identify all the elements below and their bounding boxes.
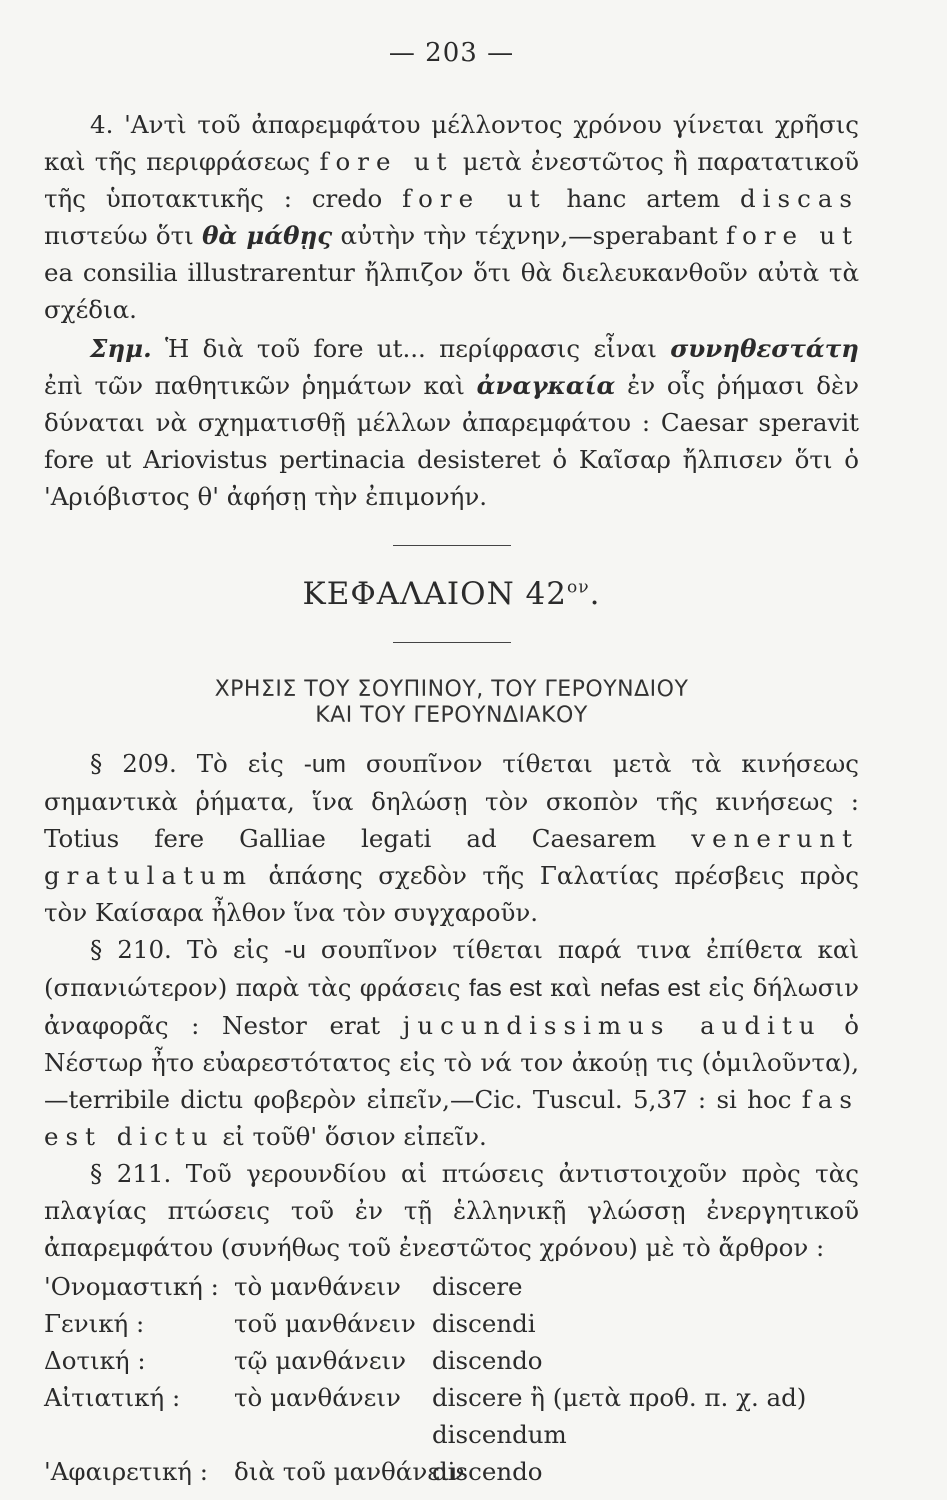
- greek-form: τὸ μανθάνειν: [234, 1272, 401, 1301]
- latin-form: discendo: [432, 1457, 543, 1486]
- section-209: § 209. Τὸ εἰς -um σουπῖνον τίθεται μετὰ τὰ κινήσεως σημαντικὰ ῥήματα, ἵνα δηλώσῃ τὸν σκοπὸν τῆς κινήσεως : Totius fere Galliae legati ad Caesarem venerunt gratulatum ἁπάσης σχεδὸν τῆς Γαλατίας πρέσβεις πρὸς τὸν Καίσαρα ἦλθον ἵνα τὸν συγχαροῦν.: [44, 749, 859, 927]
- chapter-heading: ΚΕΦΑΛΑΙΟΝ $42^{o\nu}$.: [302, 576, 601, 612]
- gerund-declension-table: [44, 1268, 859, 1490]
- latin-form: discendum: [432, 1420, 567, 1449]
- greek-form: διὰ τοῦ μανθάνειν: [234, 1457, 465, 1486]
- greek-form: [234, 1416, 432, 1453]
- case-label: Γενική :: [44, 1309, 145, 1338]
- book-page: [44, 30, 859, 1490]
- latin-form: discendi: [432, 1309, 536, 1338]
- paragraph-4: 4. 'Αντὶ τοῦ ἀπαρεμφάτου μέλλοντος χρόνου γίνεται χρῆσις καὶ τῆς περιφράσεως fore ut μετὰ ἐνεστῶτος ἢ παρατατικοῦ τῆς ὑποτακτικῆς : credo fore ut hanc artem discas πιστεύω ὅτι θὰ μάθῃς αὐτὴν τὴν τέχνην,—sperabant fore ut ea consilia illustrarentur ἤλπιζον ὅτι θὰ διελευκανθοῦν αὐτὰ τὰ σχέδια.: [44, 110, 860, 324]
- divider-bottom: [393, 642, 511, 643]
- greek-form: τῷ μανθάνειν: [234, 1346, 407, 1375]
- case-label: Αἰτιατική :: [44, 1383, 181, 1412]
- case-label: Δοτική :: [44, 1346, 146, 1375]
- greek-form: τὸ μανθάνειν: [234, 1383, 401, 1412]
- greek-form: τοῦ μανθάνειν: [234, 1309, 416, 1338]
- section-210: § 210. Τὸ εἰς -u σουπῖνον τίθεται παρά τινα ἐπίθετα καὶ (σπανιώτερον) παρὰ τὰς φράσεις fas est καὶ nefas est εἰς δήλωσιν ἀναφορᾶς : Nestor erat jucundissimus auditu ὁ Νέστωρ ἦτο εὐαρεστότατος εἰς τὸ νά τον ἀκούῃ τις (ὁμιλοῦντα), —terribile dictu φοβερὸν εἰπεῖν,—Cic. Tuscul. 5,37 : si hoc fas est dictu εἰ τοῦθ' ὅσιον εἰπεῖν.: [44, 935, 860, 1151]
- case-label: 'Αφαιρετική :: [44, 1457, 209, 1486]
- latin-form: discere ἢ (μετὰ προθ. π. χ. ad): [432, 1383, 807, 1412]
- latin-form: discendo: [432, 1346, 543, 1375]
- case-label: 'Ονομαστική :: [44, 1272, 219, 1301]
- section-211: § 211. Τοῦ γερουνδίου αἱ πτώσεις ἀντιστοιχοῦν πρὸς τὰς πλαγίας πτώσεις τοῦ ἐν τῇ ἑλληνικῇ γλώσσῃ ἐνεργητικοῦ ἀπαρεμφάτου (συνήθως τοῦ ἐνεστῶτος χρόνου) μὲ τὸ ἄρθρον :: [44, 1159, 859, 1262]
- latin-form: discere: [432, 1272, 523, 1301]
- note-paragraph: Σημ. Ἡ διὰ τοῦ fore ut... περίφρασις εἶναι συνηθεστάτη ἐπὶ τῶν παθητικῶν ῥημάτων καὶ ἀναγκαία ἐν οἷς ῥήμασι δὲν δύναται νὰ σχηματισθῇ μέλλων ἀπαρεμφάτου : Caesar speravit fore ut Ariovistus pertinacia desisteret ὁ Καῖσαρ ἤλπισεν ὅτι ὁ 'Αριόβιστος θ' ἀφήσῃ τὴν ἐπιμονήν.: [44, 334, 859, 511]
- section-subtitle: ΧΡΗΣΙΣ ΤΟΥ ΣΟΥΠΙΝΟΥ, ΤΟΥ ΓΕΡΟΥΝΔΙΟΥ ΚΑΙ ΤΟΥ ΓΕΡΟΥΝΔΙΑΚΟΥ: [214, 677, 689, 728]
- page-number: — 203 —: [388, 38, 515, 68]
- case-label: [44, 1416, 234, 1453]
- divider-top: [393, 545, 511, 546]
